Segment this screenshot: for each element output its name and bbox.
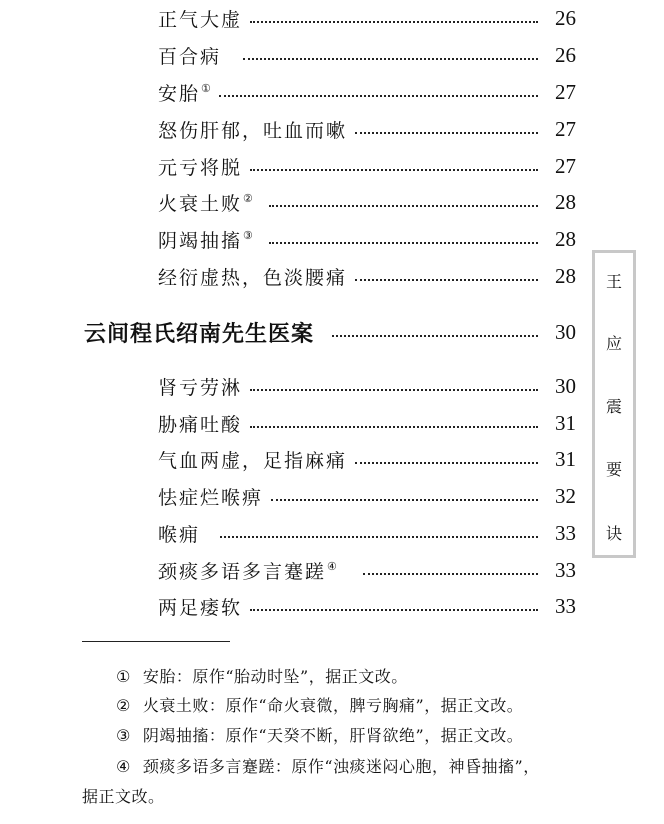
footnote-number: ④ [116, 757, 131, 776]
toc-entry[interactable] [158, 518, 576, 548]
toc-entry-title: 百合病 [158, 45, 222, 68]
toc-entry[interactable] [158, 151, 576, 181]
footnote-text: 火衰土败：原作“命火衰微，脾亏胸痛”，据正文改。 [142, 696, 524, 715]
footnote-text: 安胎：原作“胎动时坠”，据正文改。 [142, 667, 408, 686]
toc-entry-page: 26 [555, 5, 576, 30]
toc-entry[interactable] [158, 114, 576, 144]
dot-leader [243, 58, 538, 60]
dot-leader [250, 609, 538, 611]
footnote-marker[interactable]: ① [201, 81, 211, 95]
toc-entry-page: 27 [555, 116, 576, 141]
toc-entry-page: 31 [555, 410, 576, 435]
toc-entry[interactable] [158, 408, 576, 438]
footnote-continuation [82, 784, 602, 810]
dot-leader [355, 462, 538, 464]
toc-entry[interactable] [158, 3, 576, 33]
toc-entry-title: 两足痿软 [158, 596, 243, 619]
toc-entry-title [158, 79, 211, 106]
toc-entry-title: 正气大虚 [158, 8, 243, 31]
footnote-divider [82, 641, 230, 642]
toc-entry-title: 肾亏劳淋 [158, 376, 243, 399]
toc-section-heading[interactable] [84, 315, 576, 349]
toc-entry[interactable] [158, 187, 576, 217]
footnote-text: 颈痰多语多言蹇蹉：原作“浊痰迷闷心胞，神昏抽搐”， [142, 757, 540, 776]
footnote-text: 阴竭抽搐：原作“天癸不断，肝肾欲绝”，据正文改。 [142, 726, 524, 745]
footnote-number: ③ [116, 726, 131, 745]
section-title: 云间程氏绍南先生医案 [84, 321, 315, 347]
side-tab-char: 震 [605, 397, 622, 416]
dot-leader [269, 205, 538, 207]
toc-entry-title: 气血两虚，足指麻痛 [158, 449, 348, 472]
footnote-marker[interactable]: ④ [327, 559, 337, 573]
footnote-continuation-text: 据正文改。 [82, 787, 165, 806]
toc-entry-title [158, 189, 253, 216]
toc-entry-page: 27 [555, 153, 576, 178]
toc-entry-title: 元亏将脱 [158, 156, 243, 179]
dot-leader [269, 242, 538, 244]
toc-entry-title: 喉痈 [158, 523, 201, 546]
toc-entry-title: 胁痛吐酸 [158, 413, 243, 436]
toc-entry-page: 33 [555, 593, 576, 618]
toc-entry-page: 32 [555, 483, 576, 508]
dot-leader [355, 279, 538, 281]
side-tab-char: 王 [605, 272, 622, 291]
dot-leader [220, 536, 538, 538]
toc-entry-title: 怒伤肝郁，吐血而嗽 [158, 119, 348, 142]
footnote [82, 754, 602, 780]
footnote [82, 664, 602, 690]
toc-entry-page: 28 [555, 226, 576, 251]
dot-leader [250, 21, 538, 23]
toc-entry[interactable] [158, 261, 576, 291]
footnote-marker[interactable]: ③ [243, 228, 253, 242]
toc-entry-title-text: 阴竭抽搐 [158, 229, 243, 252]
dot-leader [219, 95, 538, 97]
dot-leader [250, 389, 538, 391]
footnote [82, 693, 602, 719]
toc-entry-page: 28 [555, 263, 576, 288]
toc-entry[interactable] [158, 77, 576, 107]
dot-leader [271, 499, 538, 501]
toc-entry-title [158, 557, 337, 584]
dot-leader [250, 426, 538, 428]
dot-leader [250, 169, 538, 171]
toc-entry-page: 28 [555, 189, 576, 214]
toc-entry-title: 怯症烂喉痹 [158, 486, 264, 509]
toc-entry[interactable] [158, 555, 576, 585]
toc-entry[interactable] [158, 224, 576, 254]
toc-entry-title-text: 火衰土败 [158, 192, 243, 215]
toc-entry[interactable] [158, 40, 576, 70]
toc-entry-page: 26 [555, 42, 576, 67]
dot-leader [363, 573, 538, 575]
toc-entry[interactable] [158, 371, 576, 401]
side-tab-char: 诀 [605, 524, 622, 543]
toc-entry[interactable] [158, 481, 576, 511]
toc-entry-page: 30 [555, 373, 576, 398]
footnote [82, 723, 602, 749]
dot-leader [332, 335, 538, 337]
toc-entry-title-text: 颈痰多语多言蹇蹉 [158, 560, 327, 583]
footnote-marker[interactable]: ② [243, 191, 253, 205]
footnote-number: ① [116, 667, 131, 686]
footnote-number: ② [116, 696, 131, 715]
toc-entry[interactable] [158, 444, 576, 474]
toc-entry-title: 经衍虚热，色淡腰痛 [158, 266, 348, 289]
toc-entry-page: 33 [555, 520, 576, 545]
side-tab-book-title [592, 250, 636, 558]
side-tab-char: 要 [605, 460, 622, 479]
toc-entry-page: 31 [555, 446, 576, 471]
toc-entry[interactable] [158, 591, 576, 621]
side-tab-char: 应 [605, 334, 622, 353]
toc-entry-page: 27 [555, 79, 576, 104]
toc-entry-page: 33 [555, 557, 576, 582]
toc-entry-title-text: 安胎 [158, 82, 201, 105]
toc-entry-title [158, 226, 253, 253]
dot-leader [355, 132, 538, 134]
section-page: 30 [555, 319, 576, 344]
